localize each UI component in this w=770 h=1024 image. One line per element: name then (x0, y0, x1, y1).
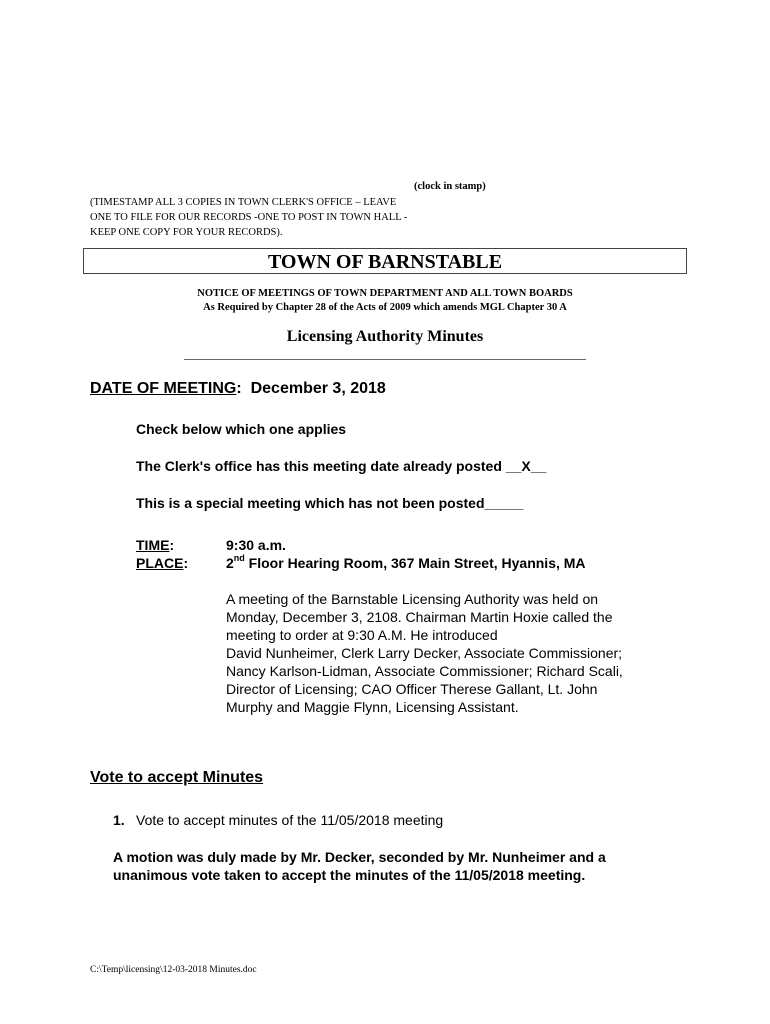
time-colon: : (169, 537, 175, 553)
meeting-description (226, 590, 676, 716)
vote-section-heading: Vote to accept Minutes (90, 769, 264, 786)
vote-item-text: Vote to accept minutes of the 11/05/2018 meeting (136, 812, 444, 828)
town-title-box (83, 248, 687, 274)
clerk-posted-text: The Clerk's office has this meeting date already posted (136, 458, 506, 474)
clerk-posted-mark: __X__ (505, 458, 547, 474)
special-meeting-line (136, 495, 523, 511)
description-line: Director of Licensing; CAO Officer Therese Gallant, Lt. John (226, 681, 598, 697)
description-line: meeting to order at 9:30 A.M. He introduced (226, 627, 498, 643)
motion-text (113, 848, 673, 884)
description-line: David Nunheimer, Clerk Larry Decker, Associate Commissioner; (226, 645, 623, 661)
place-value (226, 555, 586, 571)
special-meeting-blank: _____ (484, 495, 524, 511)
place-colon: : (183, 555, 189, 571)
vote-item (113, 812, 443, 828)
time-value: 9:30 a.m. (226, 537, 286, 553)
footer-file-path: C:\Temp\licensing\12-03-2018 Minutes.doc (90, 965, 257, 975)
time-label-row (136, 537, 174, 553)
check-instruction: Check below which one applies (136, 421, 347, 437)
notice-subheading: As Required by Chapter 28 of the Acts of 2009 which amends MGL Chapter 30 A (203, 302, 567, 313)
description-line: A meeting of the Barnstable Licensing Authority was held on (226, 591, 599, 607)
special-meeting-text: This is a special meeting which has not been posted (136, 495, 485, 511)
date-value: December 3, 2018 (250, 380, 386, 397)
description-line: Monday, December 3, 2108. Chairman Martin Hoxie called the (226, 609, 613, 625)
meeting-date-row (90, 380, 386, 398)
clerk-posted-line (136, 458, 546, 474)
place-floor-number: 2 (226, 555, 234, 571)
clock-stamp-label: (clock in stamp) (414, 181, 486, 192)
place-label: PLACE (136, 555, 184, 571)
place-label-row (136, 555, 188, 571)
date-colon: : (236, 380, 242, 397)
vote-item-number: 1. (113, 812, 125, 828)
description-line: Murphy and Maggie Flynn, Licensing Assistant. (226, 699, 519, 715)
date-label: DATE OF MEETING (90, 380, 237, 397)
description-line: Nancy Karlson-Lidman, Associate Commissioner; Richard Scali, (226, 663, 623, 679)
title-divider (184, 359, 586, 360)
document-title: Licensing Authority Minutes (286, 328, 484, 345)
timestamp-note: (TIMESTAMP ALL 3 COPIES IN TOWN CLERK'S OFFICE – LEAVE ONE TO FILE FOR OUR RECORDS -ONE TO POST IN TOWN HALL - KEEP ONE COPY FOR YOUR RECORDS). (90, 197, 408, 238)
town-title: TOWN OF BARNSTABLE (267, 251, 503, 273)
place-floor-suffix: nd (233, 553, 245, 563)
time-label: TIME (136, 537, 170, 553)
motion-line: unanimous vote taken to accept the minutes of the 11/05/2018 meeting. (113, 867, 586, 883)
notice-heading: NOTICE OF MEETINGS OF TOWN DEPARTMENT AND ALL TOWN BOARDS (197, 288, 573, 299)
motion-line: A motion was duly made by Mr. Decker, seconded by Mr. Nunheimer and a (113, 849, 606, 865)
place-location: Floor Hearing Room, 367 Main Street, Hyannis, MA (244, 555, 586, 571)
